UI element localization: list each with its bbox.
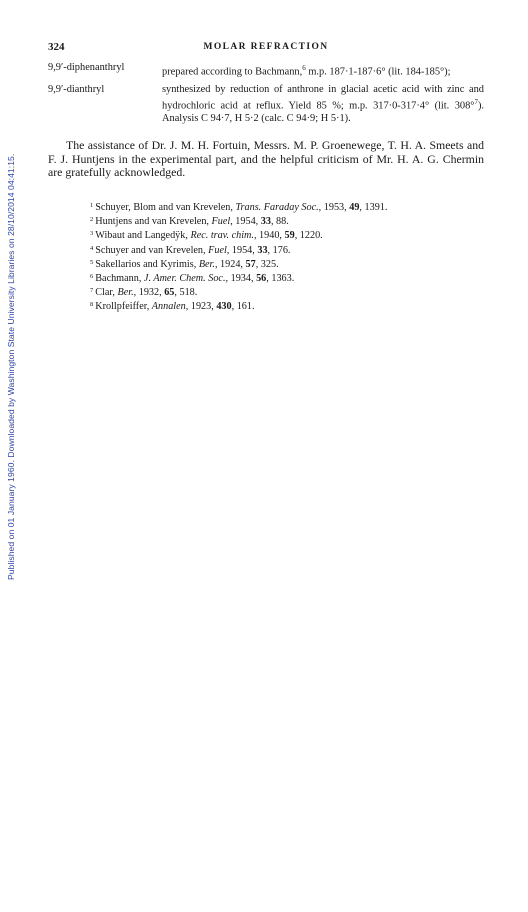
reference-journal: Rec. trav. chim.	[190, 230, 254, 242]
reference-marker: 6	[302, 64, 306, 72]
reference-number: 5	[90, 258, 94, 266]
compound-name: 9,9′-dianthryl	[48, 84, 105, 96]
reference-list	[90, 200, 484, 314]
reference-item	[90, 214, 484, 228]
description-text: prepared according to Bachmann,	[162, 66, 303, 78]
reference-year: , 1954,	[226, 244, 258, 256]
description-text: ). Analysis C 94·7, H 5·2 (calc. C 94·9; H 5·1).	[162, 100, 484, 124]
reference-pages: , 88.	[270, 216, 289, 228]
reference-pages: , 176.	[267, 244, 291, 256]
page-header	[48, 41, 484, 57]
compound-entry	[48, 62, 484, 78]
reference-pages: , 325.	[255, 258, 279, 270]
reference-volume: 49	[349, 202, 360, 213]
reference-number: 8	[90, 301, 94, 309]
reference-volume: 59	[284, 230, 295, 242]
compound-name: 9,9′-diphenanthryl	[48, 62, 125, 73]
compound-description	[162, 84, 484, 124]
reference-authors: Schuyer, Blom and van Krevelen,	[95, 202, 236, 213]
reference-authors: Bachmann,	[95, 273, 144, 285]
download-watermark	[6, 100, 20, 580]
reference-number: 3	[90, 230, 94, 238]
reference-year: , 1940,	[253, 230, 285, 242]
reference-item	[90, 200, 484, 214]
reference-year: , 1923,	[185, 301, 217, 313]
reference-number: 4	[90, 244, 94, 252]
reference-journal: Annalen	[151, 301, 186, 313]
reference-pages: , 518.	[174, 287, 198, 299]
reference-journal: Ber.	[117, 287, 134, 299]
reference-journal: Fuel	[211, 216, 231, 228]
reference-volume: 33	[257, 244, 268, 256]
reference-number: 6	[90, 273, 94, 281]
reference-pages: , 1220.	[294, 230, 323, 242]
reference-volume: 430	[216, 301, 232, 313]
reference-authors: Sakellarios and Kyrimis,	[95, 258, 199, 270]
reference-pages: , 1363.	[266, 273, 295, 285]
reference-authors: Wibaut and Langedÿk,	[95, 230, 191, 242]
reference-journal: Trans. Faraday Soc.	[235, 202, 319, 213]
acknowledgement-paragraph: The assistance of Dr. J. M. H. Fortuin, Messrs. M. P. Groenewege, T. H. A. Smeets and F. J. Huntjens in the experimental part, and the helpful criticism of Mr. H. A. G. Chermin are gratefully acknowledged.	[48, 138, 484, 179]
reference-year: , 1953,	[318, 202, 350, 213]
download-watermark-text: Published on 01 January 1960. Downloaded by Washington State University Libraries on 28/10/2014 04:41:15.	[6, 153, 16, 580]
reference-volume: 33	[260, 216, 271, 228]
reference-year: , 1934,	[225, 273, 257, 285]
reference-item	[90, 243, 484, 257]
reference-pages: , 161.	[231, 301, 255, 313]
reference-authors: Clar,	[95, 287, 118, 299]
running-title: MOLAR REFRACTION	[203, 42, 329, 52]
reference-volume: 57	[245, 258, 256, 270]
reference-authors: Krollpfeiffer,	[95, 301, 152, 313]
reference-number: 1	[90, 202, 94, 209]
compound-description	[162, 62, 484, 78]
page-number: 324	[48, 41, 65, 53]
reference-item	[90, 285, 484, 299]
reference-authors: Schuyer and van Krevelen,	[95, 244, 209, 256]
reference-item	[90, 299, 484, 313]
reference-number: 2	[90, 216, 94, 224]
compound-list	[48, 62, 484, 125]
reference-item	[90, 257, 484, 271]
reference-journal: Fuel	[208, 244, 227, 256]
reference-year: , 1924,	[214, 258, 246, 270]
reference-year: , 1932,	[133, 287, 165, 299]
reference-item	[90, 271, 484, 285]
compound-entry	[48, 84, 484, 124]
reference-item	[90, 228, 484, 242]
description-text: synthesized by reduction of anthrone in glacial acetic acid with zinc and hydrochloric acid at reflux. Yield 85 %; m.p. 317·0-317·4° (lit. 308°	[162, 84, 484, 112]
reference-number: 7	[90, 287, 94, 295]
reference-volume: 65	[164, 287, 175, 299]
reference-journal: J. Amer. Chem. Soc.	[143, 273, 226, 285]
reference-journal: Ber.	[198, 258, 215, 270]
reference-year: , 1954,	[230, 216, 261, 228]
reference-pages: , 1391.	[359, 202, 388, 213]
reference-authors: Huntjens and van Krevelen,	[95, 216, 212, 228]
reference-volume: 56	[256, 273, 267, 285]
reference-marker: 7	[474, 98, 478, 107]
description-text: m.p. 187·1-187·6° (lit. 184-185°);	[305, 66, 451, 78]
